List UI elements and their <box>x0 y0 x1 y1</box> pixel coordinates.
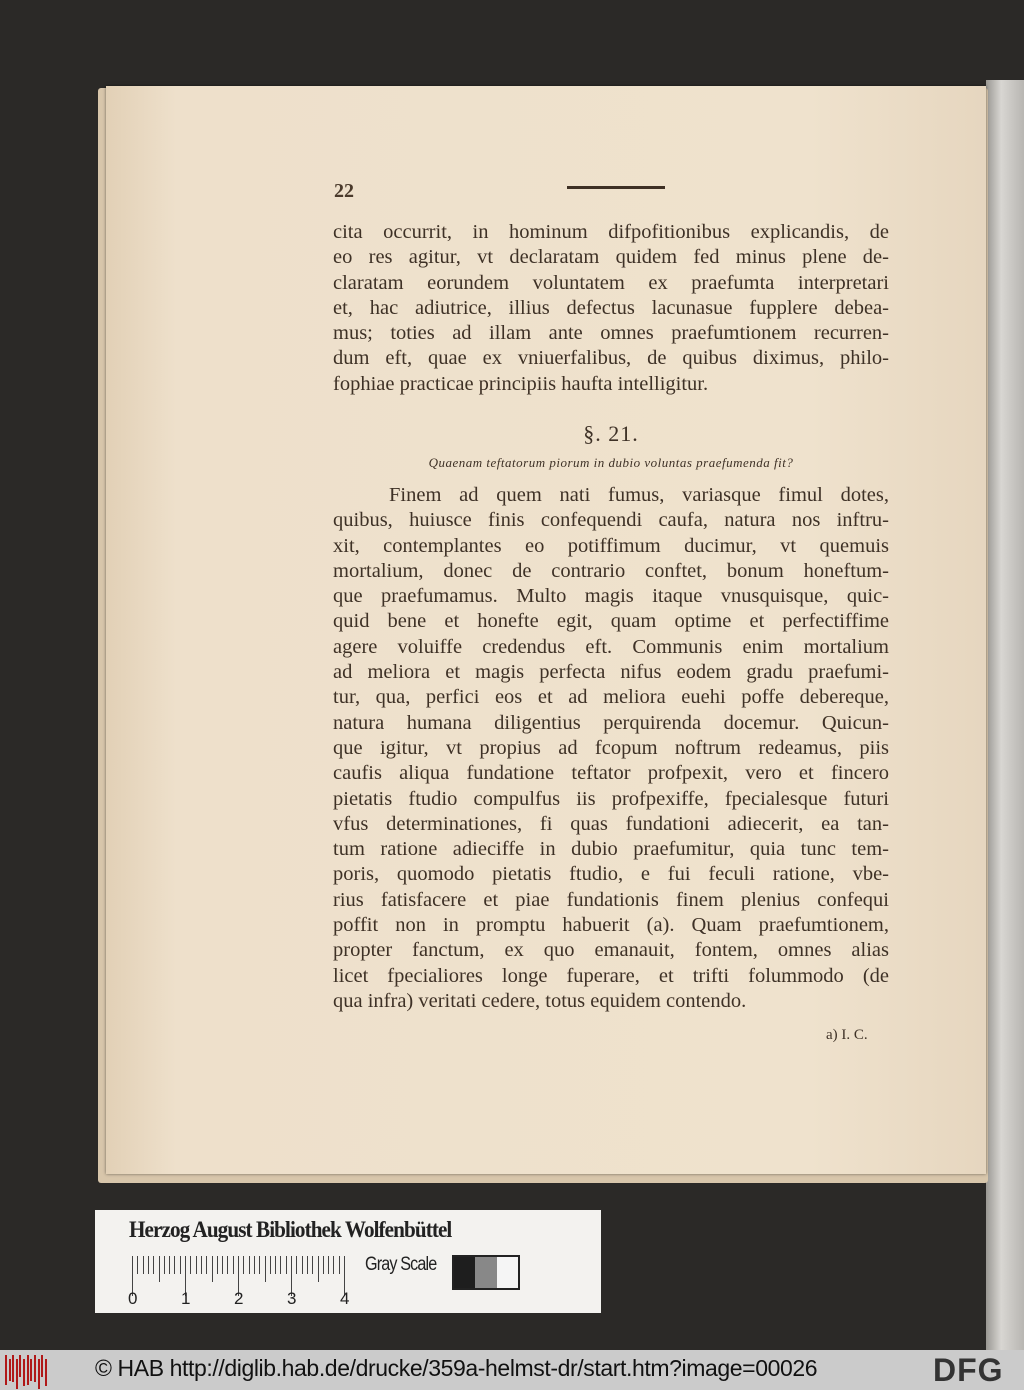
gray-scale-label: Gray Scale <box>365 1254 437 1275</box>
text-line: caufis aliqua fundatione teftator profpexit, vero et fincero <box>333 762 889 785</box>
text-line: Finem ad quem nati fumus, variasque fimul dotes, <box>389 484 889 506</box>
ruler-tick <box>190 1256 191 1274</box>
gray-swatch <box>475 1257 496 1288</box>
page-number: 22 <box>334 180 354 202</box>
ruler-tick <box>254 1256 255 1274</box>
ruler-tick <box>180 1256 181 1274</box>
ruler-tick <box>153 1256 154 1274</box>
text-line: que igitur, vt propius ad fcopum noftrum redeamus, piis <box>333 736 889 759</box>
next-page-edge <box>986 80 1024 1350</box>
text-line: natura humana diligentius perquirenda docemur. Quicun- <box>333 711 889 734</box>
text-line: dum eft, quae ex vniuerfalibus, de quibus diximus, philo- <box>333 347 889 370</box>
text-line: propter fanctum, ex quo emanauit, fontem, omnes alias <box>333 939 889 962</box>
ruler-tick <box>196 1256 197 1274</box>
gray-swatch <box>454 1257 475 1288</box>
ruler-tick <box>137 1256 138 1274</box>
dfg-logo: DFG <box>933 1352 1004 1388</box>
text-line: pietatis ftudio compulfus iis profpexiffe, fpecialesque futuri <box>333 787 889 810</box>
ruler-tick <box>270 1256 271 1274</box>
footnote: a) I. C. <box>826 1027 868 1043</box>
footer-bar <box>0 1350 1024 1390</box>
text-line: et, hac adiutrice, illius defectus lacunasue fupplere debea- <box>333 296 889 319</box>
ruler-tick <box>307 1256 308 1274</box>
ruler-tick <box>143 1256 144 1274</box>
ruler-tick <box>312 1256 313 1274</box>
ruler-tick <box>201 1256 202 1274</box>
ruler-tick <box>249 1256 250 1274</box>
ruler-tick <box>169 1256 170 1274</box>
text-line: mortalium, donec de contrario conftet, bonum honeftum- <box>333 559 889 582</box>
ruler-tick <box>148 1256 149 1274</box>
ruler-tick <box>233 1256 234 1274</box>
section-heading: §. 21. <box>583 421 639 446</box>
text-line: agere voluiffe credendus eft. Communis enim mortalium <box>333 635 889 658</box>
text-line: cita occurrit, in hominum difpofitionibus explicandis, de <box>333 221 889 243</box>
header-rule <box>567 186 665 189</box>
ruler-number: 3 <box>287 1289 297 1308</box>
ruler-tick <box>333 1256 334 1274</box>
text-line: mus; toties ad illam ante omnes praefumtionem recurren- <box>333 322 889 345</box>
ruler-tick <box>222 1256 223 1274</box>
ruler-number: 1 <box>181 1289 191 1308</box>
text-line: eo res agitur, vt declaratam quidem fed minus plene de- <box>333 246 889 269</box>
ruler-tick <box>296 1256 297 1274</box>
text-line: fophiae practicae principiis haufta intelligitur. <box>333 372 709 395</box>
ruler-tick <box>328 1256 329 1274</box>
ruler-tick <box>212 1256 213 1282</box>
text-line: quibus, huiusce finis confequendi caufa, natura nos inftru- <box>333 509 889 532</box>
copyright-link[interactable]: © HAB http://diglib.hab.de/drucke/359a-helmst-dr/start.htm?image=00026 <box>95 1355 818 1381</box>
ruler-tick <box>159 1256 160 1282</box>
ruler-tick <box>243 1256 244 1274</box>
text-line: claratam eorundem voluntatem ex praefumta interpretari <box>333 271 889 294</box>
ruler-tick <box>174 1256 175 1274</box>
text-line: tum ratione adieciffe in dubio praefumitur, quia tunc tem- <box>333 838 889 861</box>
library-color-card <box>95 1210 601 1313</box>
text-line: tur, qua, perfici eos et ad meliora euehi poffe debereque, <box>333 686 889 709</box>
gray-swatch <box>497 1257 518 1288</box>
ruler-tick <box>217 1256 218 1274</box>
gray-scale-swatches <box>452 1255 520 1290</box>
ruler-tick <box>227 1256 228 1274</box>
ruler-tick <box>286 1256 287 1274</box>
ruler-tick <box>265 1256 266 1282</box>
text-line: quid bene et honefte egit, quam optime et perfectiffime <box>333 610 889 633</box>
ruler-tick <box>206 1256 207 1274</box>
ruler-tick <box>318 1256 319 1282</box>
ruler-tick <box>275 1256 276 1274</box>
ruler-number: 2 <box>234 1289 244 1308</box>
ruler-tick <box>302 1256 303 1274</box>
ruler-number: 0 <box>128 1289 138 1308</box>
text-line: poffit non in promptu habuerit (a). Quam praefumtionem, <box>333 914 889 937</box>
text-line: licet fpecialiores longe fuperare, et trifti folummodo (de <box>333 964 889 987</box>
section-subtitle: Quaenam teftatorum piorum in dubio voluntas praefumenda fit? <box>428 455 794 470</box>
text-line: poris, quomodo pietatis ftudio, e fui feculi ratione, vbe- <box>333 863 889 886</box>
text-line: xit, contemplantes eo potiffimum ducimur, vt quemuis <box>333 534 889 557</box>
ruler-tick <box>339 1256 340 1274</box>
ruler-tick <box>259 1256 260 1274</box>
text-line: que praefumamus. Multo magis itaque vnusquisque, quic- <box>333 585 889 608</box>
hab-logo-icon <box>5 1355 47 1385</box>
text-line: rius fatisfacere et piae fundationis finem plenius confequi <box>333 888 889 911</box>
top-paragraph <box>333 220 889 397</box>
text-line: qua infra) veritati cedere, totus equidem contendo. <box>333 989 747 1012</box>
main-paragraph <box>333 483 889 1014</box>
ruler-tick <box>164 1256 165 1274</box>
text-line: ad meliora et magis perfecta nifus eodem gradu praefumi- <box>333 661 889 684</box>
ruler-number: 4 <box>340 1289 350 1308</box>
library-name: Herzog August Bibliothek Wolfenbüttel <box>129 1217 452 1242</box>
text-line: vfus determinationes, fi quas fundationi adiecerit, ea tan- <box>333 812 889 835</box>
ruler-tick <box>323 1256 324 1274</box>
ruler-tick <box>280 1256 281 1274</box>
